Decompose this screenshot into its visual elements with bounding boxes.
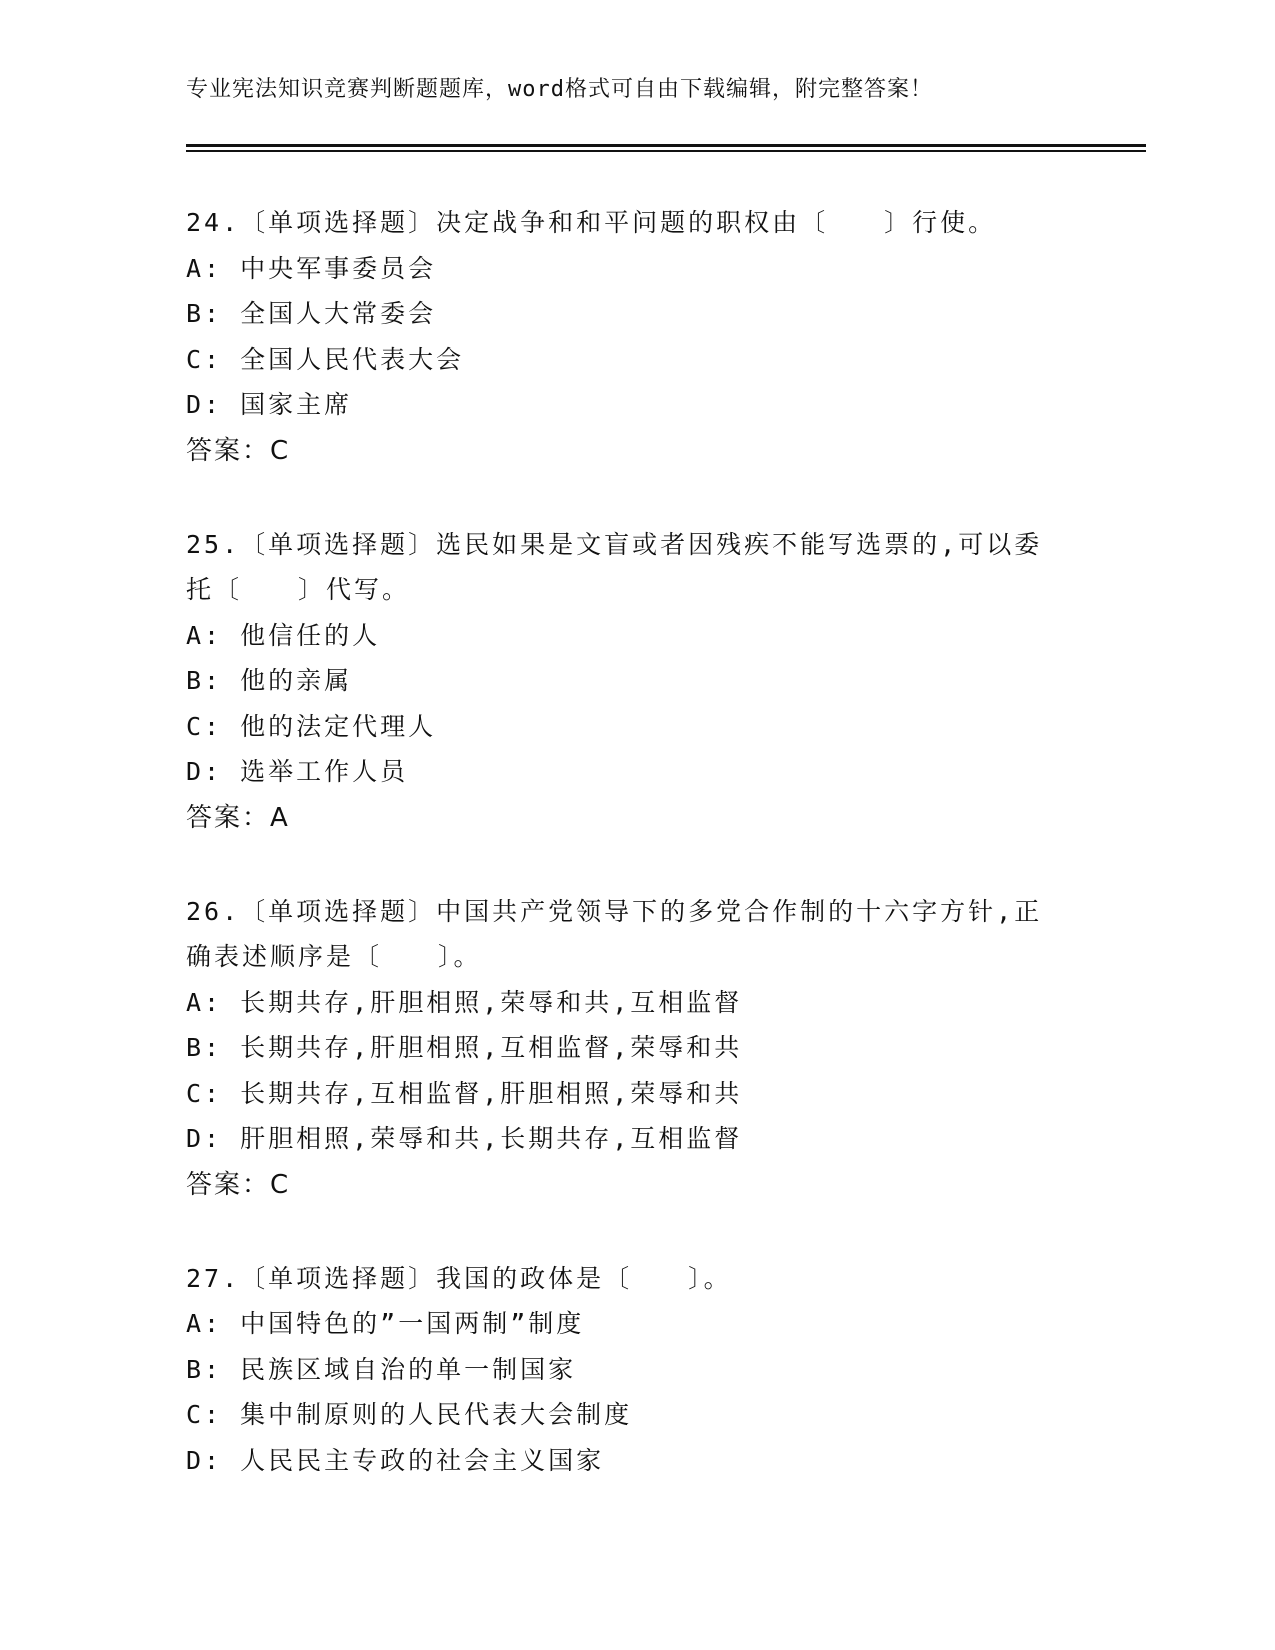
answer-label: 答案：A	[186, 802, 290, 833]
option-a: A: 中国特色的”一国两制”制度	[186, 1309, 585, 1338]
option-b: B: 他的亲属	[186, 666, 353, 695]
question-26	[186, 889, 1086, 1208]
option-d: D: 肝胆相照,荣辱和共,长期共存,互相监督	[186, 1124, 743, 1153]
question-list	[186, 200, 1086, 1531]
header-rule-thick	[186, 144, 1146, 147]
header-rule-thin	[186, 150, 1146, 152]
page-header: 专业宪法知识竞赛判断题题库，word格式可自由下载编辑，附完整答案！	[186, 77, 933, 102]
option-d: D: 国家主席	[186, 390, 353, 419]
question-stem: 24.〔单项选择题〕决定战争和和平问题的职权由〔 〕行使。	[186, 208, 997, 237]
question-stem-line-2: 托〔 〕代写。	[186, 575, 411, 604]
option-b: B: 长期共存,肝胆相照,互相监督,荣辱和共	[186, 1033, 743, 1062]
option-c: C: 他的法定代理人	[186, 711, 437, 741]
answer-label: 答案：C	[186, 435, 291, 466]
option-b: B: 民族区域自治的单一制国家	[186, 1354, 577, 1384]
question-25	[186, 522, 1086, 841]
option-c: C: 集中制原则的人民代表大会制度	[186, 1400, 633, 1429]
option-d: D: 人民民主专政的社会主义国家	[186, 1445, 605, 1475]
question-stem: 27.〔单项选择题〕我国的政体是〔 〕。	[186, 1263, 732, 1293]
option-c: C: 长期共存,互相监督,肝胆相照,荣辱和共	[186, 1078, 743, 1108]
question-stem-line-1: 25.〔单项选择题〕选民如果是文盲或者因残疾不能写选票的,可以委	[186, 529, 1043, 559]
option-b: B: 全国人大常委会	[186, 299, 437, 328]
question-stem-line-2: 确表述顺序是〔 〕。	[186, 942, 482, 971]
option-c: C: 全国人民代表大会	[186, 344, 465, 374]
option-d: D: 选举工作人员	[186, 757, 409, 786]
question-27	[186, 1256, 1086, 1484]
option-a: A: 长期共存,肝胆相照,荣辱和共,互相监督	[186, 987, 743, 1017]
option-a: A: 他信任的人	[186, 620, 381, 650]
option-a: A: 中央军事委员会	[186, 253, 437, 283]
answer-label: 答案：C	[186, 1169, 291, 1200]
question-24	[186, 200, 1086, 474]
question-stem-line-1: 26.〔单项选择题〕中国共产党领导下的多党合作制的十六字方针,正	[186, 896, 1043, 926]
